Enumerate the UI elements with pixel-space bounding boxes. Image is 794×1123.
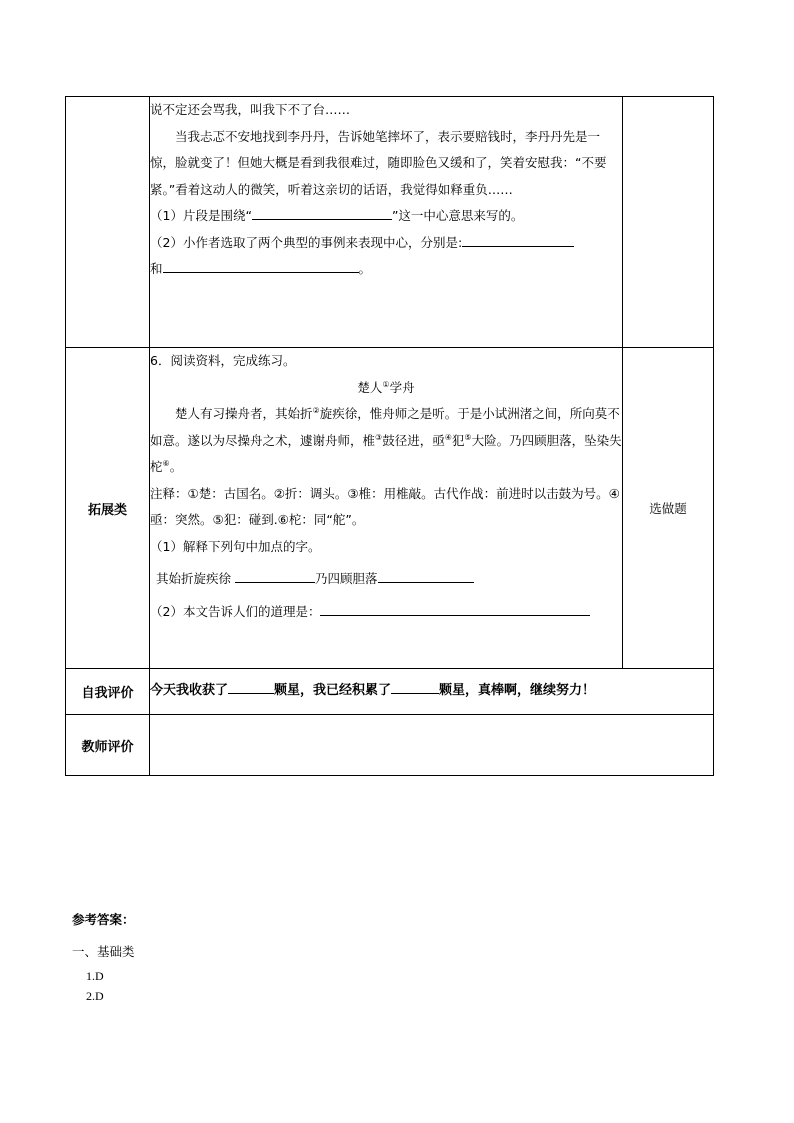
reading-content (150, 97, 623, 348)
passage-part-d: 犯 (451, 432, 465, 448)
sub-question-1: （1）解释下列句中加点的字。 (150, 538, 321, 554)
answer-blank-lesson[interactable] (320, 601, 590, 616)
title-part-a: 楚人 (357, 379, 383, 395)
question-2 (150, 230, 622, 257)
self-eval-text-c: 颗星，真棒啊，继续努力！ (439, 683, 596, 699)
word-phrase-1: 其始折旋疾徐 (156, 571, 232, 586)
passage-paragraph: 当我忐忑不安地找到李丹丹，告诉她笔摔坏了，表示要赔钱时，李丹丹先是一惊，脸就变了！但她大概是看到我很难过，随即脸色又缓和了，笑着安慰我：“不要紧。”看着这动人的微笑，听着这亲切的话语，我觉得如释重负…… (150, 128, 607, 197)
footnote-5: ⑤ (464, 432, 472, 442)
answer-blank-word-1[interactable] (235, 568, 315, 583)
title-footnote: ① (382, 379, 390, 389)
question-1-prefix: （1）片段是围绕“ (150, 208, 252, 223)
classical-passage (150, 401, 622, 481)
answer-blank-word-2[interactable] (378, 568, 474, 583)
sub-question-2-text: （2）本文告诉人们的道理是： (150, 603, 321, 619)
question-2-and: 和 (150, 261, 163, 276)
footnote-3: ③ (375, 432, 383, 442)
footnote-2: ② (312, 405, 320, 415)
answer-key (72, 910, 135, 1006)
passage-line-1: 说不定还会骂我，叫我下不了台…… (150, 102, 351, 117)
question-2-cont (150, 256, 622, 283)
question-6: 6．阅读资料，完成练习。 (150, 353, 296, 368)
question-1-suffix: ”这一中心意思来写的。 (391, 208, 524, 223)
sub-question-2 (150, 599, 622, 626)
passage-part-c: 鼓径进，亟 (382, 432, 445, 448)
title-part-b: 学舟 (389, 379, 415, 395)
teacher-eval-label: 教师评价 (66, 715, 150, 776)
footnote-6: ⑥ (162, 458, 170, 468)
stars-today-blank[interactable] (228, 679, 274, 694)
answer-section-basic: 一、基础类 (72, 944, 135, 959)
stars-total-blank[interactable] (391, 679, 439, 694)
extension-label: 拓展类 (66, 348, 150, 669)
self-eval-label: 自我评价 (66, 669, 150, 715)
answer-item: 1.D (86, 969, 104, 983)
self-eval-text-a: 今天我收获了 (150, 683, 229, 699)
answer-key-title: 参考答案： (72, 912, 135, 927)
self-eval-text-b: 颗星，我已经积累了 (274, 683, 392, 699)
passage-part-f: 。 (169, 459, 183, 474)
footnote-4: ④ (444, 432, 452, 442)
self-eval-content (150, 669, 714, 715)
teacher-eval-content[interactable] (150, 715, 714, 776)
extension-content (150, 348, 623, 669)
reading-label-cell (66, 97, 150, 348)
extension-row (66, 348, 714, 669)
answer-item: 2.D (86, 989, 104, 1003)
reading-row (66, 97, 714, 348)
reading-note-cell (623, 97, 714, 348)
word-blanks (150, 566, 622, 593)
worksheet-table (65, 96, 714, 776)
passage-title (150, 375, 622, 402)
answer-blank-example-2[interactable] (163, 258, 359, 273)
question-1 (150, 203, 622, 230)
question-2-prefix: （2）小作者选取了两个典型的事例来表现中心，分别是: (150, 234, 463, 250)
word-phrase-2: 乃四顾胆落 (315, 571, 378, 586)
passage-part-e: 大险。乃四顾胆落，坠染失柁 (150, 432, 622, 474)
passage-part-b: 旋疾徐，惟舟师之是听。于是小试洲渚之间，所向莫不如意。遂以为尽操舟之术，遽谢舟师，椎 (150, 406, 620, 448)
answer-blank-example-1[interactable] (462, 232, 574, 247)
optional-note: 选做题 (623, 348, 714, 669)
answer-blank-center[interactable] (252, 205, 392, 220)
annotation: 注释：①楚：古国名。②折：调头。③椎：用椎敲。古代作战：前进时以击鼓为号。④亟：突然。⑤犯：碰到.⑥柁：同“舵”。 (150, 485, 620, 527)
self-eval-row (66, 669, 714, 715)
passage-part-a: 楚人有习操舟者，其始折 (175, 406, 313, 421)
question-2-end: 。 (358, 261, 372, 276)
teacher-eval-row (66, 715, 714, 776)
